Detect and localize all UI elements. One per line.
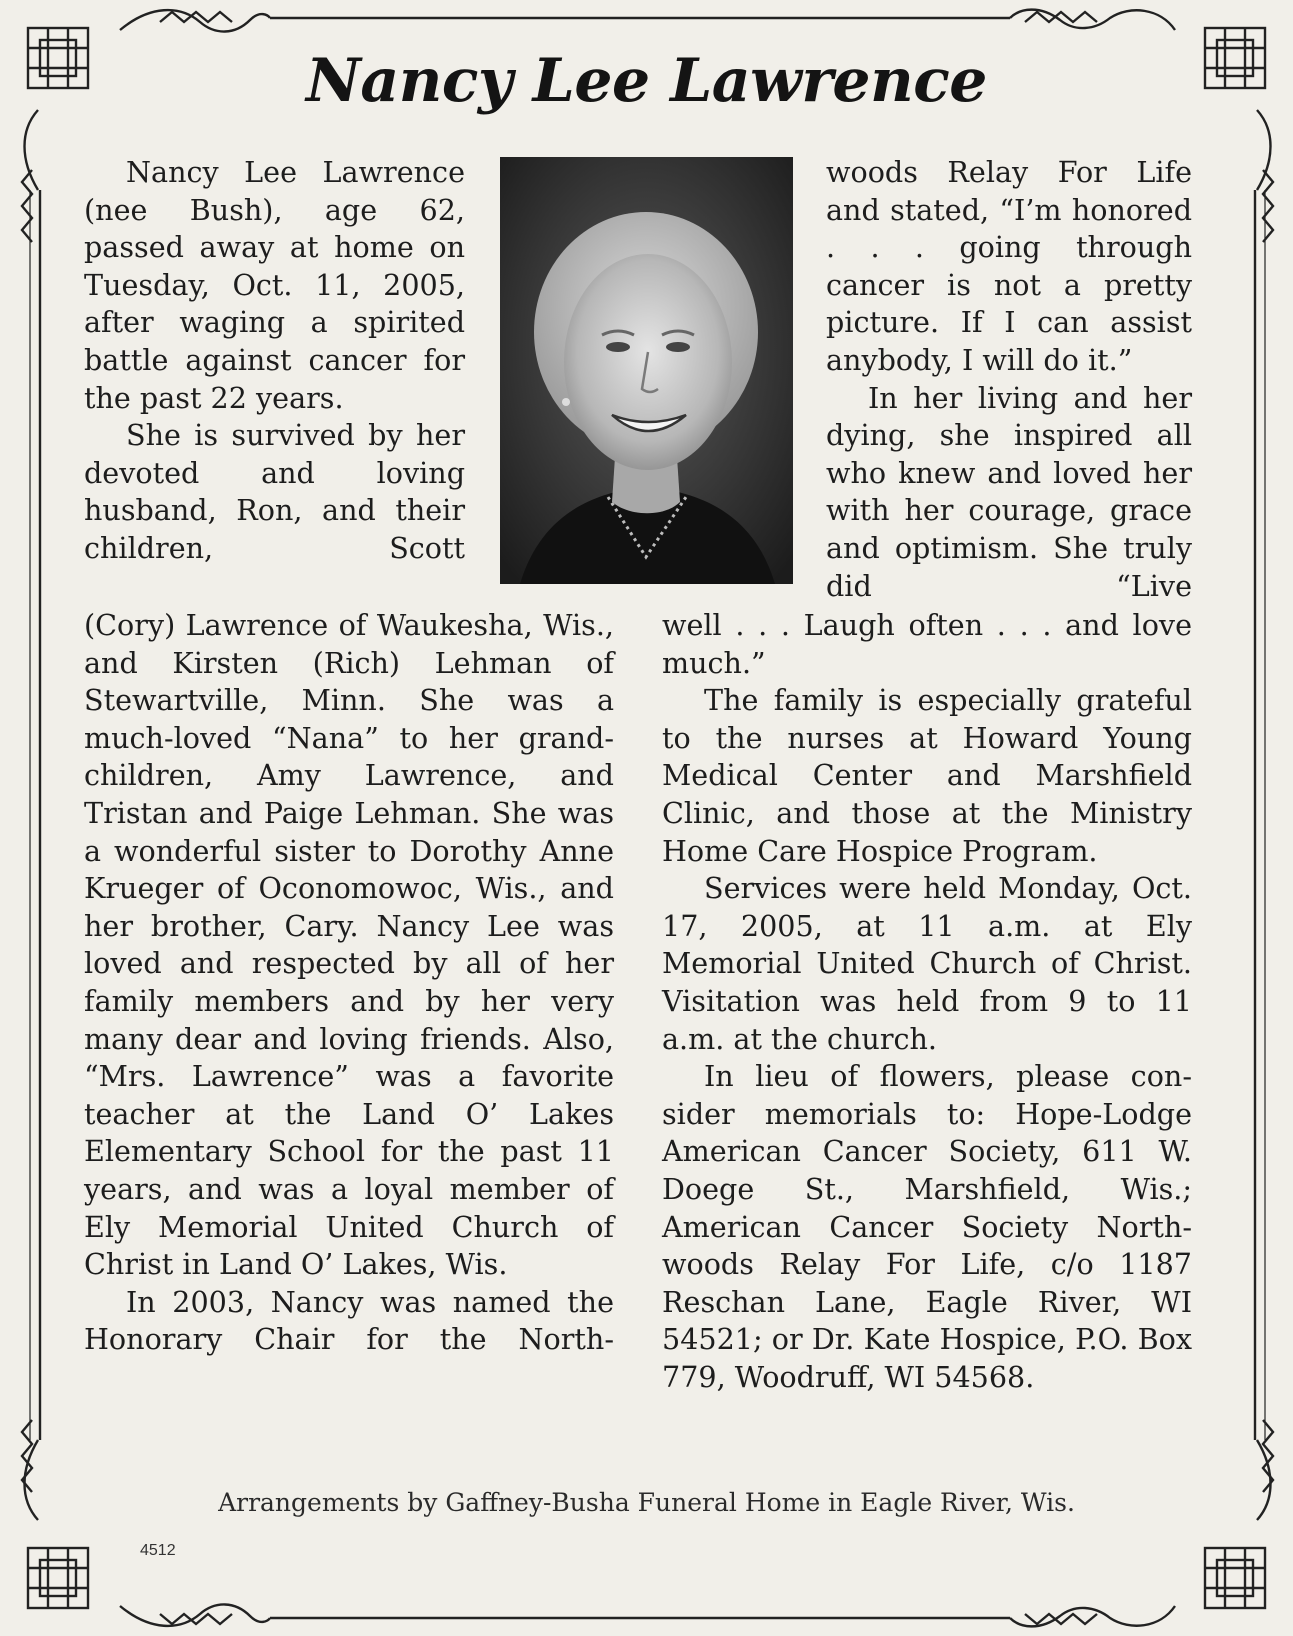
column-right-bottom — [662, 607, 1192, 1396]
portrait-photo — [500, 157, 793, 584]
paragraph: (Cory) Lawrence of Waukesha, Wis., and Kirsten (Rich) Lehman of Stewartville, Minn. She was a much-loved “Nana” to her grandchildren, Amy Lawrence, and Tristan and Paige Lehman. She was a wonderful sister to Dorothy Anne Krueger of Oconomowoc, Wis., and her brother, Cary. Nancy Lee was loved and respected by all of her family members and by her very many dear and loving friends. Also, “Mrs. Lawrence” was a favorite teacher at the Land O’ Lakes Elementary School for the past 11 years, and was a loyal member of Ely Memorial United Church of Christ in Land O’ Lakes, Wis. — [84, 608, 614, 1282]
paragraph: woods Relay For Life and stated, “I’m honored . . . going through cancer is not a pretty picture. If I can assist anybody, I will do it.” — [826, 155, 1192, 377]
column-left-top — [84, 154, 465, 568]
paragraph: Services were held Monday, Oct. 17, 2005, at 11 a.m. at Ely Memorial United Church of Christ. Visitation was held from 9 to 11 a.m. at the church. — [662, 871, 1192, 1056]
column-right-top — [826, 154, 1192, 605]
ad-code: 4512 — [140, 1542, 176, 1559]
paragraph: Nancy Lee Lawrence (nee Bush), age 62, passed away at home on Tuesday, Oct. 11, 2005, after waging a spirited battle against cancer for the past 22 years. — [84, 155, 465, 415]
paragraph: well . . . Laugh often . . . and love much.” — [662, 608, 1192, 680]
paragraph: In her living and her dying, she inspired all who knew and loved her with her courage, grace and optimism. She truly did “Live — [826, 380, 1192, 603]
paragraph: In lieu of flowers, please consider memorials to: Hope-Lodge American Cancer Society, 611 W. Doege St., Marshfield, Wis.; American Cancer Society Northwoods Relay For Life, c/o 1187 Reschan Lane, Eagle River, WI 54521; or Dr. Kate Hospice, P.O. Box 779, Woodruff, WI 54568. — [662, 1059, 1192, 1394]
portrait-image — [500, 157, 793, 584]
arrangements-note: Arrangements by Gaffney-Busha Funeral Home in Eagle River, Wis. — [218, 1488, 1075, 1517]
paragraph: The family is especially grateful to the nurses at Howard Young Medical Center and Marshfield Clinic, and those at the Ministry Home Care Hospice Program. — [662, 683, 1192, 868]
column-left-bottom — [84, 607, 614, 1359]
paragraph: In 2003, Nancy was named the Honorary Chair for the North- — [84, 1284, 614, 1357]
paragraph: She is survived by her devoted and loving husband, Ron, and their children, Scott — [84, 418, 465, 565]
obituary-title: Nancy Lee Lawrence — [306, 46, 987, 116]
